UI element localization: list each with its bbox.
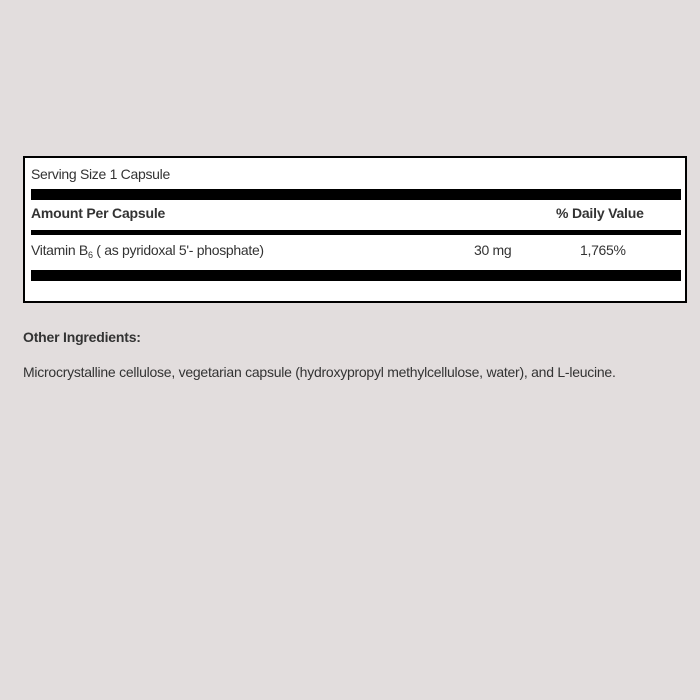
serving-size: Serving Size 1 Capsule (31, 166, 170, 182)
supplement-facts-panel (23, 156, 687, 303)
divider-thick-bottom (31, 270, 681, 281)
divider-thick-top (31, 189, 681, 200)
nutrient-name-prefix: Vitamin B (31, 242, 88, 258)
nutrient-daily-value: 1,765% (580, 242, 626, 258)
daily-value-header: % Daily Value (556, 205, 644, 221)
nutrient-amount: 30 mg (474, 242, 512, 258)
divider-medium (31, 230, 681, 235)
nutrient-name (31, 242, 264, 260)
nutrient-name-subscript: 6 (87, 250, 93, 260)
nutrient-name-suffix: ( as pyridoxal 5'- phosphate) (92, 242, 264, 258)
other-ingredients-title: Other Ingredients: (23, 329, 141, 345)
amount-per-capsule-header: Amount Per Capsule (31, 205, 166, 221)
other-ingredients-text: Microcrystalline cellulose, vegetarian capsule (hydroxypropyl methylcellulose, water), and L-leucine. (23, 364, 616, 380)
